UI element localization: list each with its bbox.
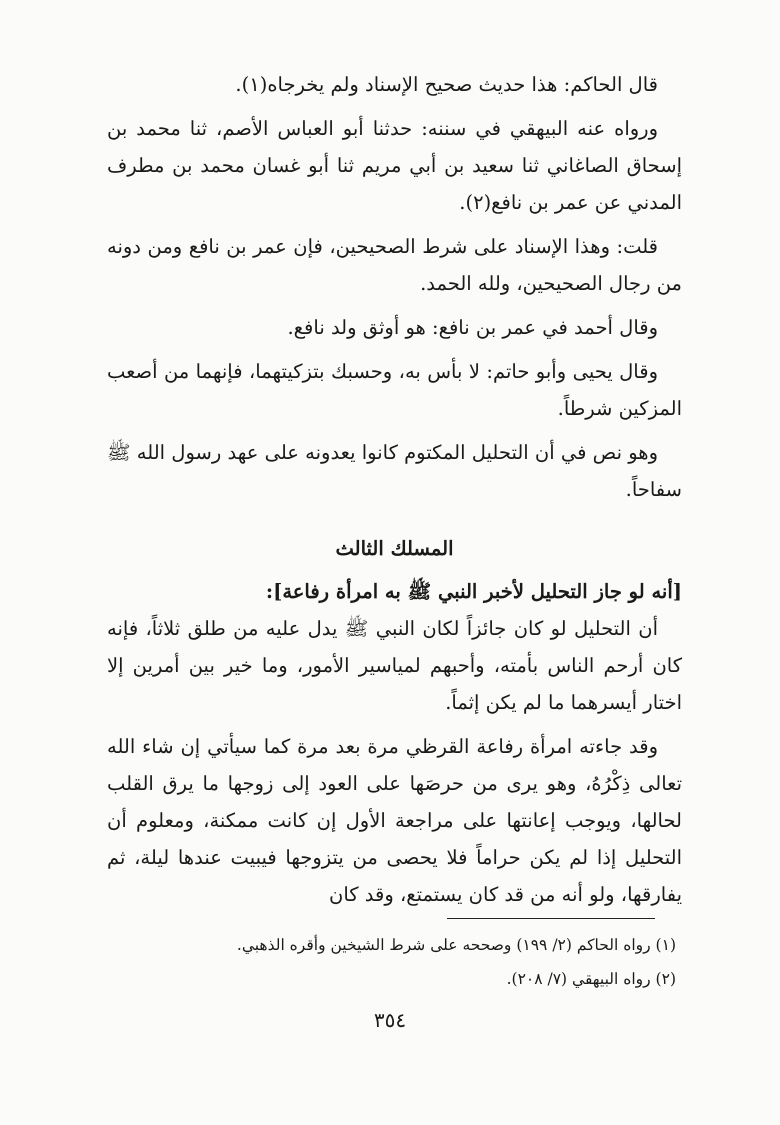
paragraph-nass: وهو نص في أن التحليل المكتوم كانوا يعدونه على عهد رسول الله ﷺ سفاحاً. — [107, 441, 682, 501]
page-number: ٣٥٤ — [373, 1008, 407, 1032]
footnote-1: (١) رواه الحاكم (٢/ ١٩٩) وصححه على شرط الشيخين وأقره الذهبي. — [236, 936, 676, 954]
paragraph-qultu: قلت: وهذا الإسناد على شرط الصحيحين، فإن عمر بن نافع ومن دونه من رجال الصحيحين، ولله الحمد. — [107, 235, 682, 295]
paragraph-rifaa: وقد جاءته امرأة رفاعة القرظي مرة بعد مرة كما سيأتي إن شاء الله تعالى ذِكْرُهُ، وهو يرى من حرصَها على العود إلى زوجها ما يرق القلب لحالها، ويوجب إعانتها على مراجعة الأول إن كانت ممكنة، ومعلوم أن التحليل إذا لم يكن حراماً فلا يحصى من يتزوجها فيبيت عندها ليلة، ثم يفارقها، ولو أنه من قد كان يستمتع، وقد كان — [107, 735, 682, 906]
section-title: المسلك الثالث — [335, 537, 454, 560]
bracketed-heading: [أنه لو جاز التحليل لأخبر النبي ﷺ به امرأة رفاعة]: — [265, 580, 682, 603]
paragraph-bayhaqi: ورواه عنه البيهقي في سننه: حدثنا أبو العباس الأصم، ثنا محمد بن إسحاق الصاغاني ثنا سعيد بن أبي مريم ثنا أبو غسان محمد بن مطرف المدني عن عمر بن نافع(٢). — [107, 117, 682, 214]
paragraph-yahya: وقال يحيى وأبو حاتم: لا بأس به، وحسبك بتزكيتهما، فإنهما من أصعب المزكين شرطاً. — [107, 360, 682, 420]
main-text — [107, 66, 682, 920]
footnotes — [101, 928, 676, 996]
paragraph-tahlil: أن التحليل لو كان جائزاً لكان النبي ﷺ يدل عليه من طلق ثلاثاً، فإنه كان أرحم الناس بأمته، وأحبهم لمياسير الأمور، وما خير بين أمرين إلا اختار أيسرهما ما لم يكن إثماً. — [107, 617, 682, 714]
footnote-separator — [447, 918, 655, 919]
paragraph-hakim: قال الحاكم: هذا حديث صحيح الإسناد ولم يخرجاه(١). — [235, 73, 658, 96]
paragraph-ahmad: وقال أحمد في عمر بن نافع: هو أوثق ولد نافع. — [287, 316, 658, 339]
footnote-2: (٢) رواه البيهقي (٧/ ٢٠٨). — [506, 970, 676, 988]
